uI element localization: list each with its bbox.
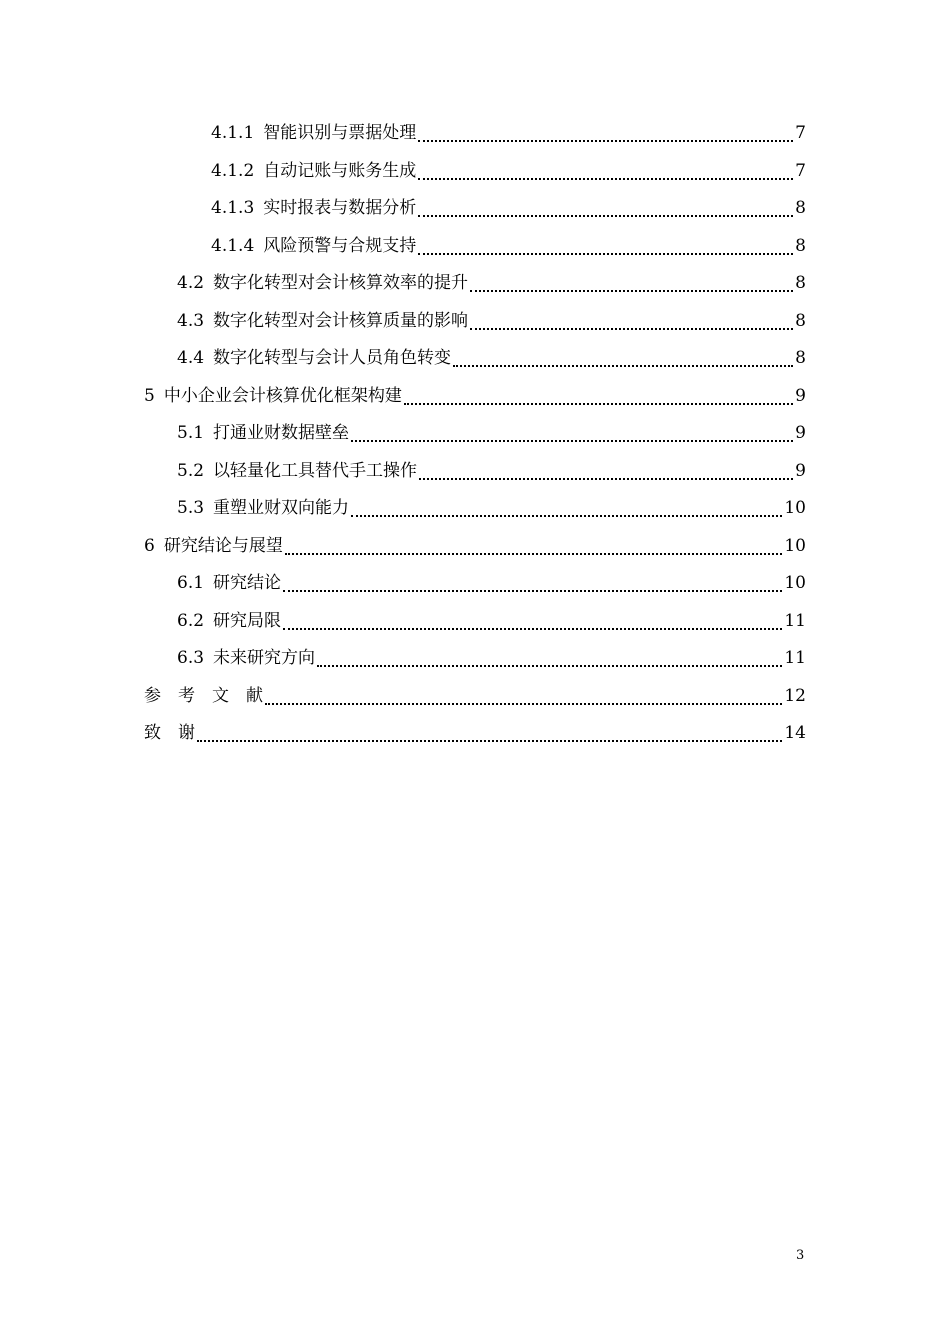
page-number: 3 [796,1248,805,1263]
toc-entry-title: 打通业财数据壁垒 [213,423,350,443]
toc-entry[interactable] [144,528,806,565]
dot-leader [451,340,795,377]
toc-entry-page: 14 [784,723,806,743]
toc-entry[interactable] [144,715,806,752]
toc-entry[interactable] [177,265,806,302]
dot-leader [281,603,784,640]
toc-entry-title: 数字化转型对会计核算效率的提升 [213,273,469,293]
dot-leader [349,490,784,527]
toc-entry-page: 10 [784,573,806,593]
toc-entry-number: 6 [144,535,155,556]
toc-entry-page: 10 [784,535,806,556]
toc-entry-number: 5 [144,385,155,406]
dot-leader [416,115,795,152]
toc-entry-number: 4.1.1 [211,123,255,143]
toc-entry[interactable] [211,228,806,265]
toc-entry-number: 6.3 [177,648,205,668]
dot-leader [283,528,785,565]
toc-entry-title: 实时报表与数据分析 [263,198,417,218]
toc-entry-page: 9 [795,385,806,406]
toc-entry-page: 9 [795,423,806,443]
toc-entry-page: 11 [784,648,806,668]
toc-entry-number: 4.4 [177,348,205,368]
dot-leader [402,378,795,415]
toc-entry-title: 研究局限 [213,610,282,631]
dot-leader [281,565,784,602]
toc-entry-title: 风险预警与合规支持 [263,235,417,256]
toc-entry-number: 4.1.3 [211,198,255,218]
toc-entry-number: 5.2 [177,460,205,481]
toc-entry-page: 7 [795,160,806,181]
dot-leader [468,265,795,302]
toc-entry-page: 8 [795,235,806,256]
toc-entry-title: 中小企业会计核算优化框架构建 [163,385,402,406]
toc-entry-number: 6.2 [177,610,205,631]
toc-entry-title: 未来研究方向 [213,648,316,668]
toc-entry[interactable] [177,340,806,377]
toc-entry-page: 11 [784,610,806,631]
toc-entry-title: 致 谢 [144,723,195,743]
dot-leader [195,715,784,752]
dot-leader [416,153,795,190]
toc-entry-page: 8 [795,273,806,293]
toc-entry-number: 4.3 [177,310,205,331]
dot-leader [416,228,795,265]
dot-leader [263,678,784,715]
dot-leader [349,415,795,452]
toc-entry[interactable] [211,115,806,152]
toc-entry-number: 6.1 [177,573,205,593]
toc-entry-number: 4.2 [177,273,205,293]
toc-entry-title: 自动记账与账务生成 [263,160,417,181]
toc-entry-page: 10 [784,498,806,518]
toc-entry-number: 4.1.4 [211,235,255,256]
toc-entry-title: 重塑业财双向能力 [213,498,350,518]
toc-entry[interactable] [211,153,806,190]
toc-entry-title: 参 考 文 献 [144,685,263,706]
toc-entry-title: 以轻量化工具替代手工操作 [213,460,418,481]
dot-leader [315,640,784,677]
toc-entry-page: 7 [795,123,806,143]
toc-entry[interactable] [177,303,806,340]
toc-entry[interactable] [177,640,806,677]
toc-entry-number: 4.1.2 [211,160,255,181]
toc-entry[interactable] [177,453,806,490]
toc-entry-number: 5.1 [177,423,205,443]
toc-entry[interactable] [211,190,806,227]
toc-entry-page: 9 [795,460,806,481]
toc-entry-title: 数字化转型与会计人员角色转变 [213,348,452,368]
toc-entry[interactable] [177,603,806,640]
toc-entry[interactable] [177,565,806,602]
toc-entry-title: 研究结论与展望 [163,535,283,556]
dot-leader [468,303,795,340]
dot-leader [416,190,795,227]
toc-entry[interactable] [144,678,806,715]
toc-entry[interactable] [177,490,806,527]
toc-entry-title: 智能识别与票据处理 [263,123,417,143]
toc-entry-page: 8 [795,198,806,218]
dot-leader [417,453,795,490]
toc-entry-page: 12 [784,685,806,706]
toc-entry-page: 8 [795,310,806,331]
toc-entry-page: 8 [795,348,806,368]
toc-entry[interactable] [177,415,806,452]
toc-entry-number: 5.3 [177,498,205,518]
toc-entry[interactable] [144,378,806,415]
toc-entry-title: 数字化转型对会计核算质量的影响 [213,310,469,331]
toc-entry-title: 研究结论 [213,573,282,593]
